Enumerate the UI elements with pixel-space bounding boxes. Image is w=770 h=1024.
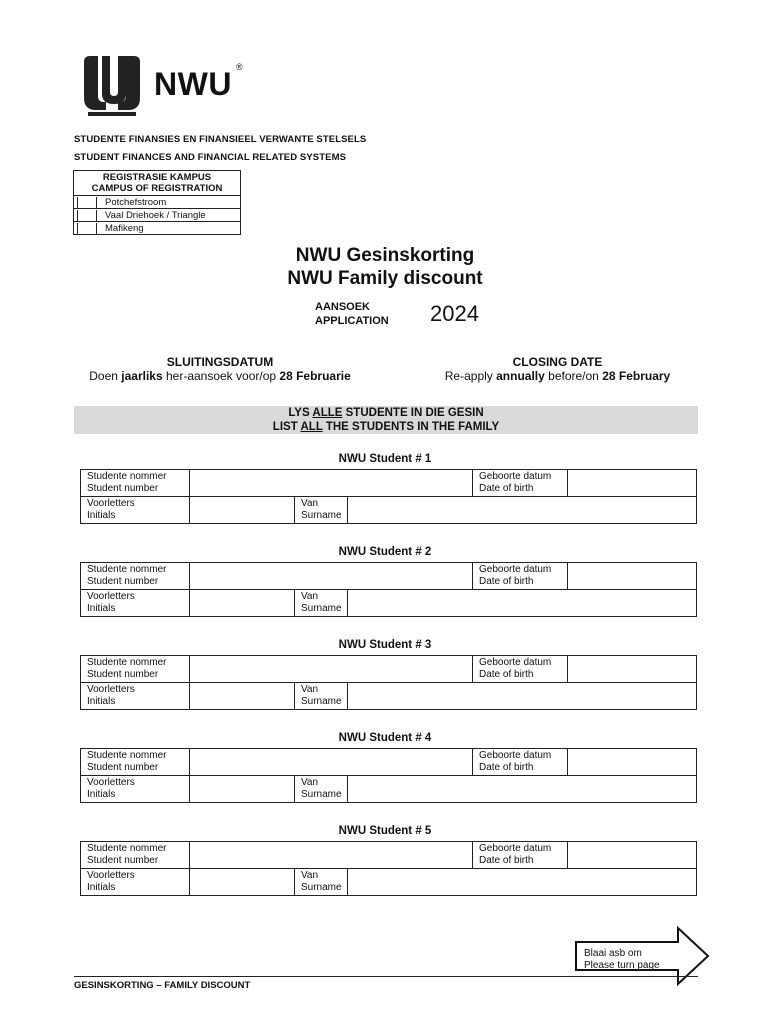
student-number-field[interactable] [190, 749, 473, 776]
dob-label: Geboorte datum Date of birth [473, 656, 568, 683]
application-label: AANSOEK APPLICATION [315, 301, 389, 327]
initials-field[interactable] [190, 590, 295, 617]
turn-page-af: Blaai asb om [584, 948, 642, 959]
surname-label: Van Surname [295, 497, 348, 524]
initials-label: Voorletters Initials [81, 497, 190, 524]
campus-heading: REGISTRASIE KAMPUS CAMPUS OF REGISTRATION [74, 171, 240, 196]
dob-field[interactable] [568, 749, 697, 776]
logo-wordmark: NWU [154, 66, 232, 102]
campus-of-registration [73, 170, 241, 235]
surname-label: Van Surname [295, 683, 348, 710]
campus-option-potchefstroom[interactable]: Potchefstroom [74, 196, 240, 208]
campus-option-mafikeng[interactable]: Mafikeng [74, 221, 240, 234]
student-number-field[interactable] [190, 656, 473, 683]
student-number-label: Studente nommer Student number [81, 842, 190, 869]
header-line-af: STUDENTE FINANSIES EN FINANSIEEL VERWANTE STELSELS [74, 134, 367, 145]
surname-label: Van Surname [295, 869, 348, 896]
dob-field[interactable] [568, 563, 697, 590]
surname-label: Van Surname [295, 590, 348, 617]
student-table [80, 655, 697, 710]
application-year: 2024 [430, 301, 479, 326]
footer-text: GESINSKORTING – FAMILY DISCOUNT [74, 980, 251, 991]
student-title: NWU Student # 1 [338, 453, 432, 465]
dob-field[interactable] [568, 656, 697, 683]
student-number-field[interactable] [190, 470, 473, 497]
initials-field[interactable] [190, 683, 295, 710]
nwu-logo [76, 52, 256, 118]
student-number-field[interactable] [190, 563, 473, 590]
student-title: NWU Student # 4 [338, 732, 432, 744]
initials-field[interactable] [190, 497, 295, 524]
initials-label: Voorletters Initials [81, 776, 190, 803]
student-number-field[interactable] [190, 842, 473, 869]
dob-label: Geboorte datum Date of birth [473, 470, 568, 497]
surname-field[interactable] [348, 683, 697, 710]
turn-page-en: Please turn page [584, 960, 660, 971]
dob-label: Geboorte datum Date of birth [473, 749, 568, 776]
form-title-en: NWU Family discount [287, 268, 483, 289]
closing-date-af: SLUITINGSDATUM Doen jaarliks her-aansoek voor/op 28 Februarie [89, 355, 351, 383]
turn-page-arrow [574, 926, 710, 986]
footer-divider [74, 976, 698, 977]
surname-field[interactable] [348, 497, 697, 524]
student-number-label: Studente nommer Student number [81, 749, 190, 776]
student-number-label: Studente nommer Student number [81, 656, 190, 683]
nwu-shield-icon [76, 52, 148, 118]
dob-label: Geboorte datum Date of birth [473, 842, 568, 869]
student-title: NWU Student # 5 [338, 825, 432, 837]
student-number-label: Studente nommer Student number [81, 563, 190, 590]
surname-field[interactable] [348, 590, 697, 617]
registered-mark: ® [236, 62, 243, 72]
campus-checkbox[interactable] [77, 223, 97, 234]
campus-option-vaal[interactable]: Vaal Driehoek / Triangle [74, 208, 240, 221]
student-number-label: Studente nommer Student number [81, 470, 190, 497]
surname-field[interactable] [348, 776, 697, 803]
dob-field[interactable] [568, 842, 697, 869]
student-table [80, 469, 697, 524]
initials-field[interactable] [190, 869, 295, 896]
campus-checkbox[interactable] [77, 210, 97, 221]
form-title-af: NWU Gesinskorting [295, 245, 475, 266]
campus-checkbox[interactable] [77, 197, 97, 208]
initials-field[interactable] [190, 776, 295, 803]
student-title: NWU Student # 2 [338, 546, 432, 558]
student-title: NWU Student # 3 [338, 639, 432, 651]
dob-field[interactable] [568, 470, 697, 497]
initials-label: Voorletters Initials [81, 590, 190, 617]
surname-field[interactable] [348, 869, 697, 896]
closing-date-en: CLOSING DATE Re-apply annually before/on 28 February [444, 355, 671, 383]
initials-label: Voorletters Initials [81, 683, 190, 710]
student-table [80, 562, 697, 617]
initials-label: Voorletters Initials [81, 869, 190, 896]
dob-label: Geboorte datum Date of birth [473, 563, 568, 590]
student-table [80, 841, 697, 896]
surname-label: Van Surname [295, 776, 348, 803]
header-line-en: STUDENT FINANCES AND FINANCIAL RELATED SYSTEMS [74, 152, 347, 163]
student-table [80, 748, 697, 803]
list-students-banner: LYS ALLE STUDENTE IN DIE GESIN LIST ALL THE STUDENTS IN THE FAMILY [74, 406, 698, 434]
